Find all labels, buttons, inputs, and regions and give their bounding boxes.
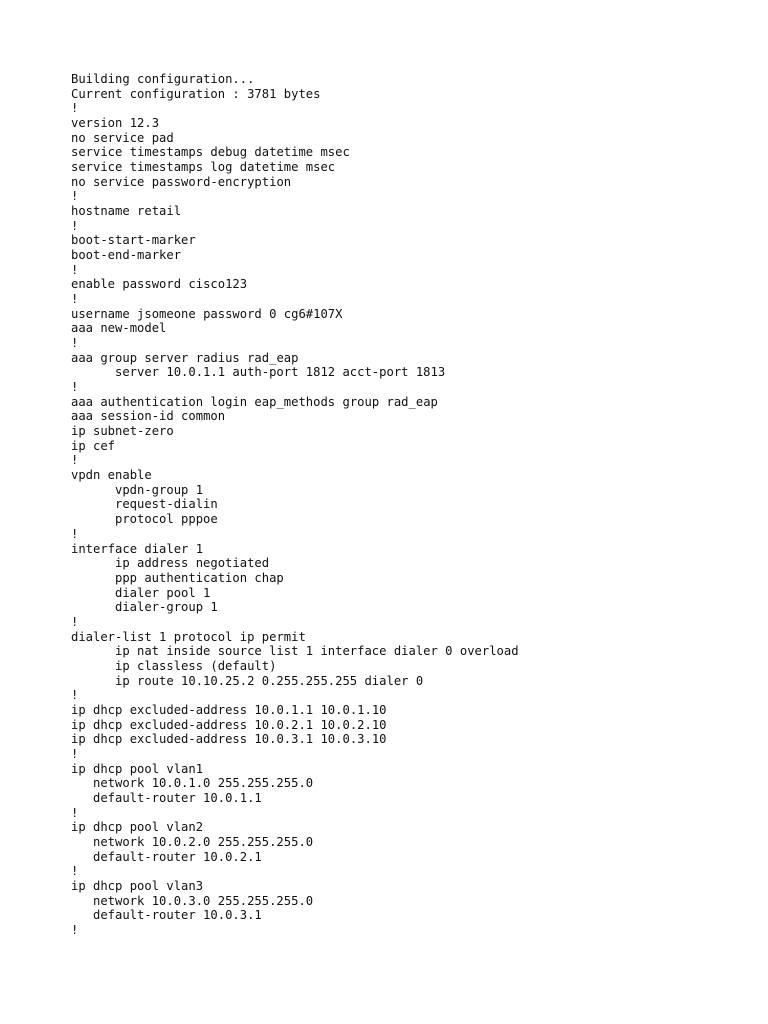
config-line: Building configuration... [71,72,255,86]
section-separator: ! [71,189,79,204]
config-line: network 10.0.1.0 255.255.255.0 [93,776,314,791]
config-line: default-router 10.0.2.1 [93,849,262,864]
config-line: dialer-group 1 [115,600,218,615]
config-line: no service pad [71,130,174,145]
config-line: ip dhcp pool vlan2 [71,820,204,835]
config-line: server 10.0.1.1 auth-port 1812 acct-port 1813 [115,365,446,380]
section-separator: ! [71,526,79,541]
config-line: boot-start-marker [71,233,196,248]
config-line: enable password cisco123 [71,277,248,292]
config-line: vpdn-group 1 [115,482,204,497]
config-line: dialer-list 1 protocol ip permit [71,629,306,644]
config-line: ip subnet-zero [71,424,174,439]
config-lines [71,72,751,938]
config-line: default-router 10.0.3.1 [93,908,262,923]
config-line: ppp authentication chap [115,570,284,585]
config-line: ip dhcp pool vlan1 [71,761,204,776]
section-separator: ! [71,614,79,629]
section-separator: ! [71,101,79,116]
config-line: Current configuration : 3781 bytes [71,86,321,101]
config-line: vpdn enable [71,468,152,483]
section-separator: ! [71,453,79,468]
config-line: aaa new-model [71,321,167,336]
config-line: ip nat inside source list 1 interface dialer 0 overload [115,644,519,659]
config-line: aaa authentication login eap_methods group rad_eap [71,394,438,409]
config-line: service timestamps debug datetime msec [71,145,350,160]
config-line: ip dhcp excluded-address 10.0.2.1 10.0.2.10 [71,717,387,732]
config-line: boot-end-marker [71,248,182,263]
section-separator: ! [71,262,79,277]
section-separator: ! [71,746,79,761]
section-separator: ! [71,688,79,703]
config-line: aaa session-id common [71,409,226,424]
config-line: request-dialin [115,497,218,512]
section-separator: ! [71,805,79,820]
section-separator: ! [71,864,79,879]
section-separator: ! [71,218,79,233]
config-line: protocol pppoe [115,512,218,527]
config-line: network 10.0.3.0 255.255.255.0 [93,893,314,908]
config-line: default-router 10.0.1.1 [93,790,262,805]
config-line: username jsomeone password 0 cg6#107X [71,306,343,321]
config-line: service timestamps log datetime msec [71,160,336,175]
config-line: network 10.0.2.0 255.255.255.0 [93,834,314,849]
config-line: ip classless (default) [115,658,277,673]
config-line: dialer pool 1 [115,585,211,600]
config-line: aaa group server radius rad_eap [71,350,299,365]
config-line: ip dhcp excluded-address 10.0.3.1 10.0.3.10 [71,732,387,747]
config-line: ip route 10.10.25.2 0.255.255.255 dialer 0 [115,673,424,688]
config-line: hostname retail [71,204,182,219]
config-line: interface dialer 1 [71,541,204,556]
config-line: ip dhcp excluded-address 10.0.1.1 10.0.1.10 [71,702,387,717]
config-line: no service password-encryption [71,174,292,189]
section-separator: ! [71,292,79,307]
config-line: ip cef [71,438,116,453]
config-line: ip address negotiated [115,556,270,571]
config-line: version 12.3 [71,116,160,131]
config-line: ip dhcp pool vlan3 [71,878,204,893]
section-separator: ! [71,336,79,351]
section-separator: ! [71,380,79,395]
section-separator: ! [71,922,79,937]
config-document [71,72,751,938]
